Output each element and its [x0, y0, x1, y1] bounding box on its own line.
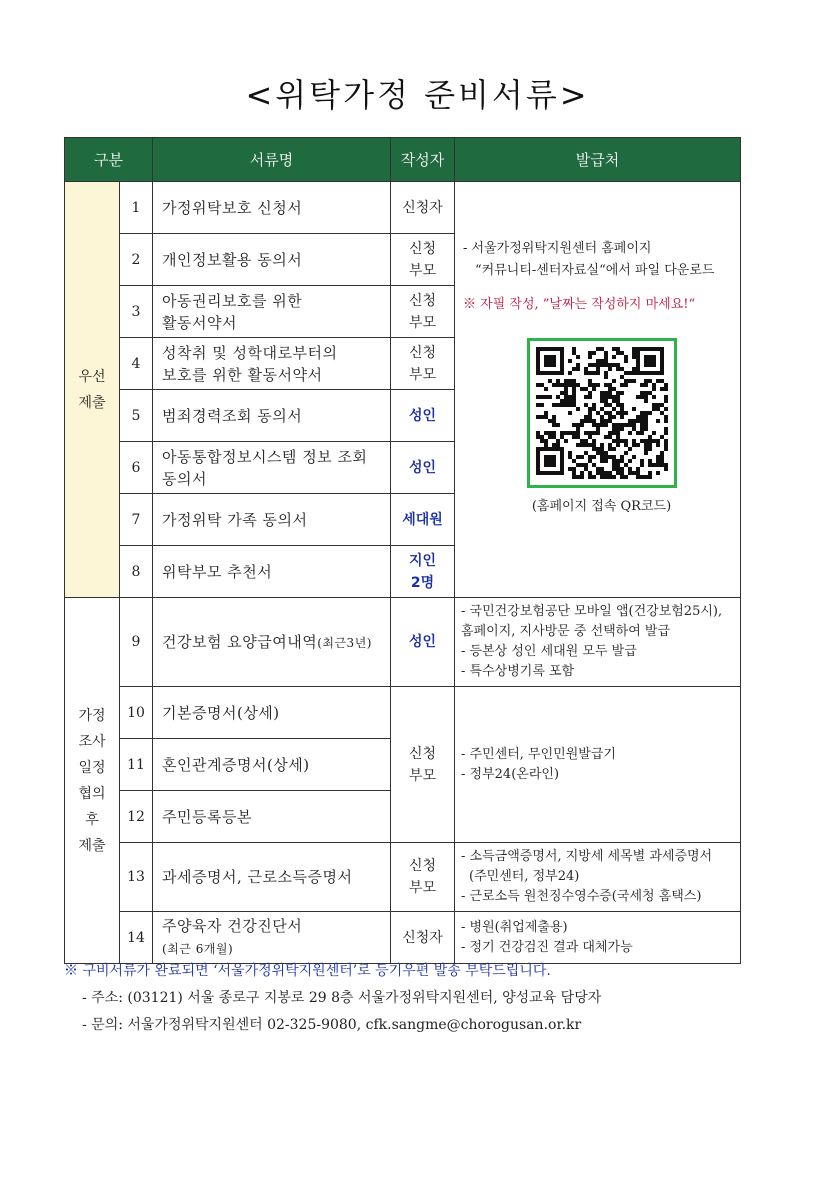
document-name: 범죄경력조회 동의서: [153, 390, 391, 442]
writer: 성인: [391, 442, 455, 494]
row-number: 3: [120, 286, 153, 338]
page-title: <위탁가정 준비서류>: [245, 76, 590, 114]
writer: 성인: [391, 598, 455, 687]
row-number: 8: [120, 546, 153, 598]
issuer-line: “커뮤니티-센터자료실“에서 파일 다운로드: [475, 263, 715, 278]
writer: 신청 부모: [391, 286, 455, 338]
header-writer: 작성자: [391, 138, 455, 182]
qr-code[interactable]: [527, 338, 677, 488]
row-number: 13: [120, 843, 153, 912]
document-name: 성착취 및 성학대로부터의 보호를 위한 활동서약서: [153, 338, 391, 390]
document-name: 아동통합정보시스템 정보 조회 동의서: [153, 442, 391, 494]
mail-notice: ※ 구비서류가 완료되면 ‘서울가정위탁지원센터’로 등기우편 발송 부탁드립니다.: [64, 963, 551, 979]
header-document-name: 서류명: [153, 138, 391, 182]
address-line: - 주소: (03121) 서울 종로구 지봉로 29 8층 서울가정위탁지원센터, 양성교육 담당자: [82, 990, 602, 1006]
writer: 지인 2명: [391, 546, 455, 598]
document-name: 위탁부모 추천서: [153, 546, 391, 598]
issuer-line: - 서울가정위탁지원센터 홈페이지: [463, 241, 652, 256]
document-name: 아동권리보호를 위한 활동서약서: [153, 286, 391, 338]
writer: 신청 부모: [391, 338, 455, 390]
document-name: 기본증명서(상세): [153, 687, 391, 739]
contact-line[interactable]: - 문의: 서울가정위탁지원센터 02-325-9080, cfk.sangme@chorogusan.or.kr: [82, 1017, 582, 1033]
issuer-row10-12: - 주민센터, 무인민원발급기 - 정부24(온라인): [455, 687, 741, 843]
issuer-row13: - 소득금액증명서, 지방세 세목별 과세증명서 (주민센터, 정부24) - 근로소득 원천징수영수증(국세청 홈택스): [455, 843, 741, 912]
writer: 세대원: [391, 494, 455, 546]
document-name: 주민등록등본: [153, 791, 391, 843]
row-number: 5: [120, 390, 153, 442]
qr-caption: (홈페이지 접속 QR코드): [531, 499, 672, 514]
document-name: 가정위탁보호 신청서: [153, 182, 391, 234]
table-row: [65, 912, 741, 964]
issuer-priority: [455, 182, 741, 598]
table-header: [65, 138, 741, 182]
issuer-row14: - 병원(취업제출용) - 정기 건강검진 결과 대체가능: [455, 912, 741, 964]
writer: 신청 부모: [391, 687, 455, 843]
writer: 신청 부모: [391, 234, 455, 286]
writer: 성인: [391, 390, 455, 442]
header-issuer: 발급처: [455, 138, 741, 182]
footer-notes: [64, 958, 764, 1039]
handwriting-note: ※ 자필 작성, ”날짜는 작성하지 마세요!“: [463, 297, 696, 312]
group-priority: 우선 제출: [65, 182, 120, 598]
row-number: 9: [120, 598, 153, 687]
row-number: 4: [120, 338, 153, 390]
document-name: 과세증명서, 근로소득증명서: [153, 843, 391, 912]
table-row: [65, 598, 741, 687]
document-name: 건강보험 요양급여내역(최근3년): [153, 598, 391, 687]
table-row: [65, 182, 741, 234]
document-name: 혼인관계증명서(상세): [153, 739, 391, 791]
group-later: 가정 조사 일정 협의 후 제출: [65, 598, 120, 964]
table-row: [65, 687, 741, 739]
row-number: 14: [120, 912, 153, 964]
writer: 신청자: [391, 912, 455, 964]
document-name: 개인정보활용 동의서: [153, 234, 391, 286]
row-number: 12: [120, 791, 153, 843]
row-number: 1: [120, 182, 153, 234]
writer: 신청자: [391, 182, 455, 234]
row-number: 7: [120, 494, 153, 546]
issuer-row9: - 국민건강보험공단 모바일 앱(건강보험25시), 홈페이지, 지사방문 중 선택하여 발급 - 등본상 성인 세대원 모두 발급 - 특수상병기록 포함: [455, 598, 741, 687]
row-number: 11: [120, 739, 153, 791]
row-number: 10: [120, 687, 153, 739]
row-number: 6: [120, 442, 153, 494]
table-row: [65, 843, 741, 912]
documents-table: [64, 137, 741, 964]
writer: 신청 부모: [391, 843, 455, 912]
header-category: 구분: [65, 138, 153, 182]
row-number: 2: [120, 234, 153, 286]
document-name: 주양육자 건강진단서 (최근 6개월): [153, 912, 391, 964]
document-name: 가정위탁 가족 동의서: [153, 494, 391, 546]
